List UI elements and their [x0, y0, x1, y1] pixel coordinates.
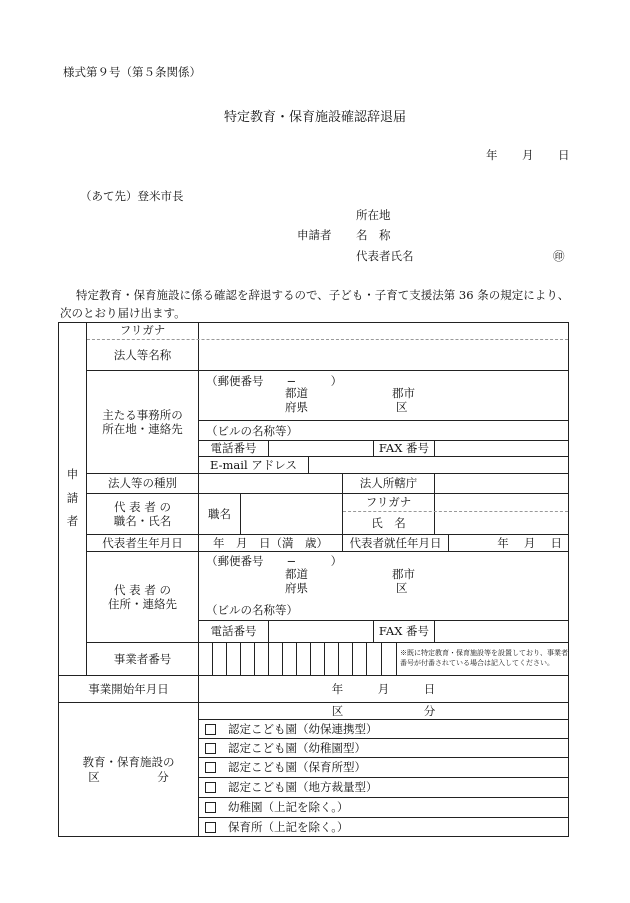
- office-phone-field[interactable]: [269, 441, 373, 456]
- rep-phone-field[interactable]: [269, 621, 373, 642]
- rep-furigana-field[interactable]: [435, 494, 568, 511]
- shimei-field[interactable]: [435, 512, 568, 534]
- office-todofuken: 都道 府県: [285, 386, 308, 414]
- addressee: （あて先）登米市長: [80, 189, 184, 203]
- rep-addr-label: 代 表 者 の 住所・連絡先: [108, 582, 177, 611]
- date-month: 月: [522, 148, 534, 162]
- body-text-line1: 特定教育・保育施設に係る確認を辞退するので、子ども・子育て支援法第 36 条の規定により、: [76, 288, 570, 302]
- rep-title-label: 代 表 者 の 職名・氏名: [113, 499, 172, 528]
- body-text-line2: 次のとおり届け出ます。: [60, 306, 186, 320]
- shokumei-label: 職名: [208, 506, 231, 521]
- rep-building[interactable]: （ビルの名称等）: [206, 603, 298, 617]
- applicant-side-label: 申 請 者: [66, 467, 79, 529]
- rep-phone-label: 電話番号: [210, 624, 257, 639]
- corp-type-field[interactable]: [199, 474, 342, 493]
- rep-fax-label: FAX 番号: [378, 624, 430, 639]
- location-label: 所在地: [356, 208, 391, 222]
- seal-mark: ㊞: [553, 249, 565, 263]
- corp-name-field[interactable]: [199, 340, 568, 370]
- checkbox-5[interactable]: [205, 802, 216, 813]
- name-label: 名 称: [356, 228, 391, 242]
- furigana-field[interactable]: [199, 322, 568, 339]
- rep-start-label: 代表者就任年月日: [349, 535, 442, 550]
- rep-furigana-label: フリガナ: [365, 495, 412, 510]
- office-gunshi: 郡市 区: [392, 386, 415, 414]
- category-option-6[interactable]: 保育所（上記を除く。）: [205, 818, 565, 836]
- date-day: 日: [558, 148, 570, 162]
- office-email-field[interactable]: [309, 457, 568, 473]
- form-number: 様式第９号（第５条関係）: [63, 65, 201, 79]
- checkbox-2[interactable]: [205, 743, 216, 754]
- category-option-2[interactable]: 認定こども園（幼稚園型）: [205, 739, 565, 757]
- office-building[interactable]: （ビルの名称等）: [206, 424, 298, 438]
- rep-todofuken: 都道 府県: [285, 567, 308, 595]
- office-fax-label: FAX 番号: [378, 441, 430, 456]
- category-header: 区 分: [331, 703, 436, 718]
- shimei-label: 氏 名: [371, 515, 406, 530]
- business-number-note: ※既に特定教育・保育施設等を設置しており、事業者 番号が付番されている場合は記入してください。: [400, 649, 568, 668]
- rep-birth-label: 代表者生年月日: [102, 535, 183, 550]
- business-number-label: 事業者番号: [113, 651, 172, 666]
- shokumei-field[interactable]: [241, 494, 342, 534]
- office-label: 主たる事務所の 所在地・連絡先: [102, 407, 183, 436]
- office-postal[interactable]: （郵便番号 − ）: [206, 374, 343, 388]
- category-option-5[interactable]: 幼稚園（上記を除く。）: [205, 798, 565, 817]
- rep-start-field[interactable]: 年 月 日: [497, 535, 562, 550]
- corp-authority-field[interactable]: [435, 474, 568, 493]
- start-date-label: 事業開始年月日: [88, 681, 169, 696]
- representative-label: 代表者氏名: [356, 249, 414, 263]
- rep-birth-field[interactable]: 年 月 日（満 歳）: [213, 535, 328, 550]
- applicant-label: 申請者: [297, 228, 332, 242]
- rep-postal[interactable]: （郵便番号 − ）: [206, 554, 343, 568]
- document-title: 特定教育・保育施設確認辞退届: [224, 110, 407, 125]
- rep-fax-field[interactable]: [435, 621, 568, 642]
- checkbox-6[interactable]: [205, 822, 216, 833]
- category-option-4[interactable]: 認定こども園（地方裁量型）: [205, 778, 565, 797]
- office-email-label: E-mail アドレス: [210, 457, 297, 472]
- category-option-3[interactable]: 認定こども園（保育所型）: [205, 758, 565, 777]
- date-year: 年: [486, 148, 498, 162]
- corp-name-label: 法人等名称: [113, 347, 172, 362]
- start-date-field[interactable]: 年 月 日: [331, 681, 436, 696]
- furigana-label: フリガナ: [119, 323, 166, 338]
- checkbox-3[interactable]: [205, 762, 216, 773]
- corp-type-label: 法人等の種別: [108, 476, 177, 491]
- rep-gunshi: 郡市 区: [392, 567, 415, 595]
- corp-authority-label: 法人所轄庁: [359, 476, 418, 491]
- checkbox-4[interactable]: [205, 782, 216, 793]
- checkbox-1[interactable]: [205, 724, 216, 735]
- category-option-1[interactable]: 認定こども園（幼保連携型）: [205, 720, 565, 738]
- office-phone-label: 電話番号: [210, 441, 257, 456]
- facility-category-label: 教育・保育施設の 区 分: [82, 755, 175, 784]
- office-fax-field[interactable]: [435, 441, 568, 456]
- business-number-field[interactable]: [199, 643, 396, 675]
